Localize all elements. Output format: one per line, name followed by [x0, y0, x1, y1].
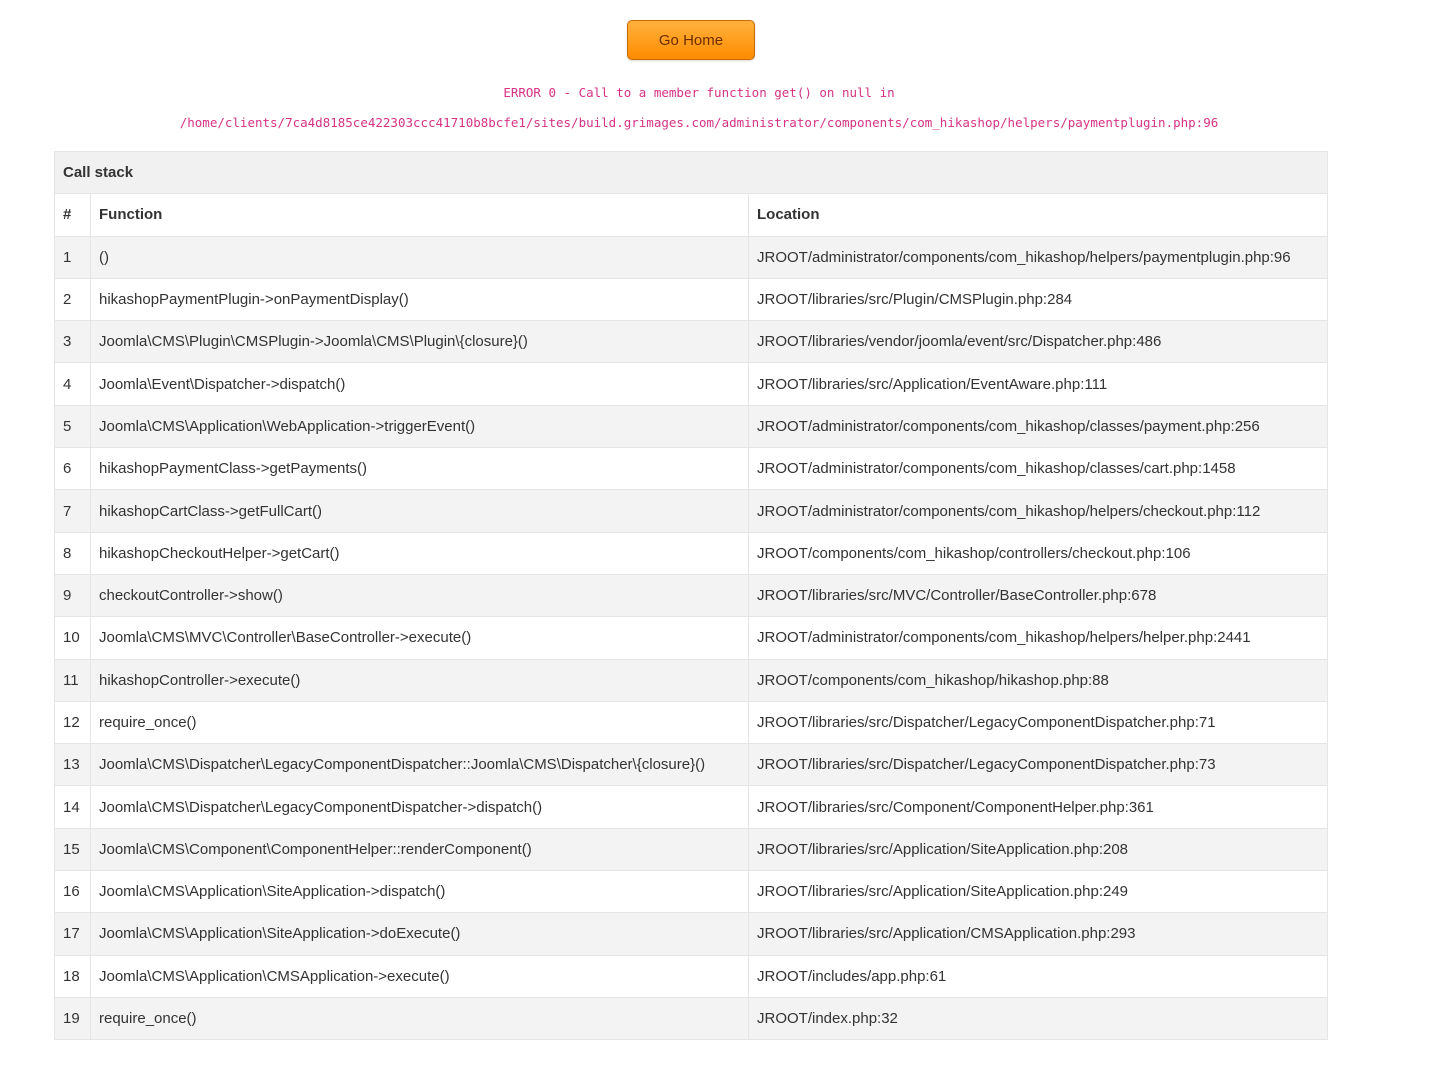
row-location: JROOT/libraries/src/Application/EventAware.php:111 — [749, 363, 1328, 405]
table-row — [55, 744, 1328, 786]
row-number: 18 — [55, 955, 91, 997]
row-function: Joomla\CMS\Dispatcher\LegacyComponentDispatcher->dispatch() — [91, 786, 749, 828]
row-location: JROOT/libraries/src/Plugin/CMSPlugin.php:284 — [749, 278, 1328, 320]
table-row — [55, 955, 1328, 997]
row-number: 13 — [55, 744, 91, 786]
row-location: JROOT/administrator/components/com_hikashop/classes/cart.php:1458 — [749, 448, 1328, 490]
row-function: hikashopCheckoutHelper->getCart() — [91, 532, 749, 574]
row-function: hikashopController->execute() — [91, 659, 749, 701]
row-function: Joomla\CMS\Application\CMSApplication->execute() — [91, 955, 749, 997]
row-location: JROOT/libraries/src/Dispatcher/LegacyComponentDispatcher.php:73 — [749, 744, 1328, 786]
table-row — [55, 659, 1328, 701]
row-number: 2 — [55, 278, 91, 320]
table-row — [55, 617, 1328, 659]
row-location: JROOT/libraries/src/Component/ComponentHelper.php:361 — [749, 786, 1328, 828]
home-button-container — [0, 20, 1382, 60]
row-number: 3 — [55, 321, 91, 363]
row-function: require_once() — [91, 997, 749, 1039]
row-location: JROOT/includes/app.php:61 — [749, 955, 1328, 997]
row-function: Joomla\CMS\Component\ComponentHelper::renderComponent() — [91, 828, 749, 870]
row-number: 8 — [55, 532, 91, 574]
call-stack-caption-row — [55, 152, 1328, 194]
table-row — [55, 828, 1328, 870]
column-header-function: Function — [91, 194, 749, 236]
row-number: 1 — [55, 236, 91, 278]
row-function: Joomla\CMS\Application\SiteApplication->dispatch() — [91, 871, 749, 913]
row-number: 16 — [55, 871, 91, 913]
table-row — [55, 236, 1328, 278]
row-number: 17 — [55, 913, 91, 955]
row-function: Joomla\CMS\Dispatcher\LegacyComponentDispatcher::Joomla\CMS\Dispatcher\{closure}() — [91, 744, 749, 786]
row-location: JROOT/index.php:32 — [749, 997, 1328, 1039]
row-location: JROOT/administrator/components/com_hikashop/helpers/paymentplugin.php:96 — [749, 236, 1328, 278]
row-location: JROOT/libraries/src/MVC/Controller/BaseController.php:678 — [749, 574, 1328, 616]
row-number: 9 — [55, 574, 91, 616]
table-row — [55, 490, 1328, 532]
row-function: Joomla\Event\Dispatcher->dispatch() — [91, 363, 749, 405]
row-function: hikashopPaymentClass->getPayments() — [91, 448, 749, 490]
row-number: 15 — [55, 828, 91, 870]
row-number: 5 — [55, 405, 91, 447]
call-stack-caption: Call stack — [55, 152, 1328, 194]
row-location: JROOT/components/com_hikashop/hikashop.php:88 — [749, 659, 1328, 701]
row-function: Joomla\CMS\Application\SiteApplication->doExecute() — [91, 913, 749, 955]
row-location: JROOT/components/com_hikashop/controllers/checkout.php:106 — [749, 532, 1328, 574]
go-home-button[interactable]: Go Home — [627, 20, 755, 60]
row-function: () — [91, 236, 749, 278]
error-file-path: /home/clients/7ca4d8185ce422303ccc41710b8bcfe1/sites/build.grimages.com/administrator/components/com_hikashop/helpers/paymentplugin.php:96 — [179, 115, 1219, 130]
row-location: JROOT/libraries/vendor/joomla/event/src/Dispatcher.php:486 — [749, 321, 1328, 363]
row-function: hikashopPaymentPlugin->onPaymentDisplay() — [91, 278, 749, 320]
row-function: require_once() — [91, 701, 749, 743]
row-location: JROOT/administrator/components/com_hikashop/helpers/checkout.php:112 — [749, 490, 1328, 532]
row-number: 7 — [55, 490, 91, 532]
row-number: 19 — [55, 997, 91, 1039]
row-location: JROOT/administrator/components/com_hikashop/helpers/helper.php:2441 — [749, 617, 1328, 659]
row-number: 12 — [55, 701, 91, 743]
row-function: checkoutController->show() — [91, 574, 749, 616]
row-number: 10 — [55, 617, 91, 659]
table-row — [55, 574, 1328, 616]
row-number: 14 — [55, 786, 91, 828]
row-number: 6 — [55, 448, 91, 490]
row-function: hikashopCartClass->getFullCart() — [91, 490, 749, 532]
table-row — [55, 786, 1328, 828]
row-function: Joomla\CMS\Plugin\CMSPlugin->Joomla\CMS\Plugin\{closure}() — [91, 321, 749, 363]
table-row — [55, 913, 1328, 955]
table-row — [55, 448, 1328, 490]
row-location: JROOT/libraries/src/Application/CMSApplication.php:293 — [749, 913, 1328, 955]
table-row — [55, 532, 1328, 574]
table-row — [55, 997, 1328, 1039]
row-location: JROOT/libraries/src/Application/SiteApplication.php:208 — [749, 828, 1328, 870]
table-row — [55, 321, 1328, 363]
column-header-number: # — [55, 194, 91, 236]
row-location: JROOT/administrator/components/com_hikashop/classes/payment.php:256 — [749, 405, 1328, 447]
table-row — [55, 363, 1328, 405]
call-stack-body — [55, 236, 1328, 1040]
row-function: Joomla\CMS\MVC\Controller\BaseController->execute() — [91, 617, 749, 659]
table-row — [55, 405, 1328, 447]
row-location: JROOT/libraries/src/Dispatcher/LegacyComponentDispatcher.php:71 — [749, 701, 1328, 743]
table-row — [55, 701, 1328, 743]
call-stack-table — [54, 151, 1328, 1040]
table-row — [55, 871, 1328, 913]
row-number: 11 — [55, 659, 91, 701]
row-location: JROOT/libraries/src/Application/SiteApplication.php:249 — [749, 871, 1328, 913]
row-function: Joomla\CMS\Application\WebApplication->triggerEvent() — [91, 405, 749, 447]
table-row — [55, 278, 1328, 320]
row-number: 4 — [55, 363, 91, 405]
column-header-location: Location — [749, 194, 1328, 236]
call-stack-header-row — [55, 194, 1328, 236]
error-message: ERROR 0 - Call to a member function get() on null in — [503, 85, 895, 100]
